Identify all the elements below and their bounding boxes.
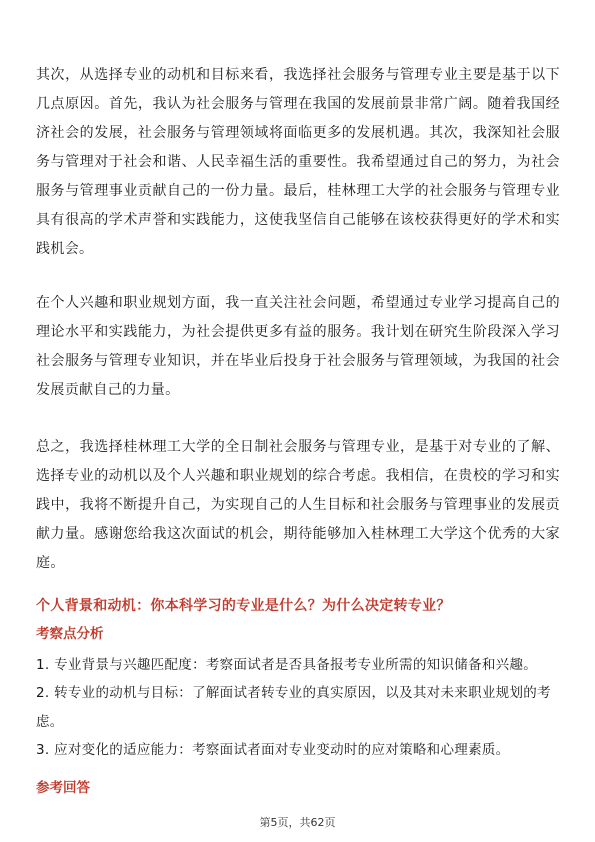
body-paragraph-motivation: 其次，从选择专业的动机和目标来看，我选择社会服务与管理专业主要是基于以下几点原因。首先，我认为社会服务与管理在我国的发展前景非常广阔。随着我国经济社会的发展，社会服务与管理领域将面临更多的发展机遇。其次，我深知社会服务与管理对于社会和谐、人民幸福生活的重要性。我希望通过自己的努力，为社会服务与管理事业贡献自己的一份力量。最后，桂林理工大学的社会服务与管理专业具有很高的学术声誉和实践能力，这使我坚信自己能够在该校获得更好的学术和实践机会。: [36, 67, 560, 257]
body-paragraph-conclusion: 总之，我选择桂林理工大学的全日制社会服务与管理专业，是基于对专业的了解、选择专业的动机以及个人兴趣和职业规划的综合考虑。我相信，在贵校的学习和实践中，我将不断提升自己，为实现自己的人生目标和社会服务与管理事业的发展贡献力量。感谢您给我这次面试的机会，期待能够加入桂林理工大学这个优秀的大家庭。: [36, 439, 560, 571]
body-paragraph-interest: 在个人兴趣和职业规划方面，我一直关注社会问题，希望通过专业学习提高自己的理论水平和实践能力，为社会提供更多有益的服务。我计划在研究生阶段深入学习社会服务与管理专业知识，并在毕业后投身于社会服务与管理领域，为我国的社会发展贡献自己的力量。: [36, 295, 560, 398]
analysis-point-1: 1. 专业背景与兴趣匹配度：考察面试者是否具备报考专业所需的知识储备和兴趣。: [36, 657, 538, 673]
page-number-footer: 第5页，共62页: [259, 816, 336, 829]
question-heading: 个人背景和动机：你本科学习的专业是什么？为什么决定转专业？: [36, 598, 451, 614]
analysis-point-2: 2. 转专业的动机与目标：了解面试者转专业的真实原因，以及其对未来职业规划的考虑。: [36, 685, 551, 730]
analysis-section-title: 考察点分析: [36, 626, 104, 642]
answer-section-title: 参考回答: [36, 780, 90, 796]
analysis-point-3: 3. 应对变化的适应能力：考察面试者面对专业变动时的应对策略和心理素质。: [36, 742, 510, 758]
